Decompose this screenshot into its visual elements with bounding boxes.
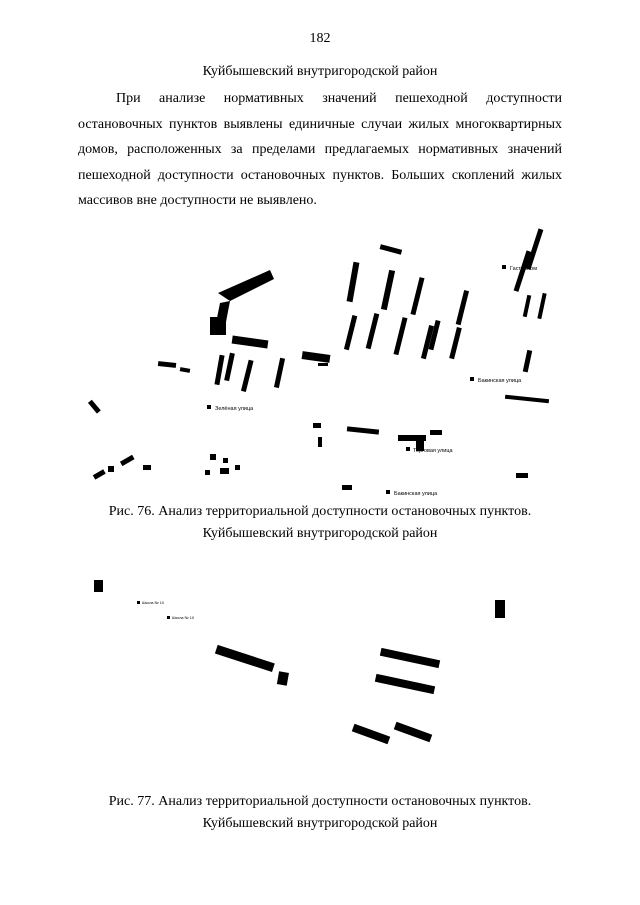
figure-76-caption (0, 501, 640, 545)
stop-label-school-upper: Школа № 10 (142, 601, 164, 605)
figure-76-map (80, 225, 560, 500)
bus-stop-icon (386, 490, 390, 494)
figure-76-caption-line1: Рис. 76. Анализ территориальной доступности остановочных пунктов. (108, 504, 532, 519)
bus-stop-icon (470, 377, 474, 381)
building-group-south (313, 423, 528, 490)
section-title: Куйбышевский внутригородской район (202, 64, 438, 79)
figure-77-caption-line1: Рис. 77. Анализ территориальной доступности остановочных пунктов. (108, 794, 532, 809)
stop-label-school-lower: Школа № 10 (172, 616, 194, 620)
building-group-west (215, 645, 289, 686)
bus-stop-icon (167, 616, 170, 619)
building (232, 336, 269, 349)
building (94, 580, 103, 592)
bus-stop-icon (502, 265, 506, 269)
bus-stop-icon (406, 447, 410, 451)
stop-label-torgovaya: Торговая улица (413, 448, 453, 454)
stop-label-bakinskaya: Бакинская улица (478, 378, 522, 384)
bus-stop-icon (207, 405, 211, 409)
bus-stop-icon (137, 601, 140, 604)
figure-77-map (80, 570, 560, 770)
building (495, 600, 505, 618)
stop-label-zelenaya: Зелёная улица (215, 406, 254, 412)
figure-76-caption-line2: Куйбышевский внутригородской район (202, 526, 438, 541)
page-number: 182 (309, 31, 331, 46)
figure-77-caption (0, 791, 640, 835)
stop-label-bakinskaya-bottom: Бакинская улица (394, 491, 438, 497)
stop-label-gastronom: Гастроном (510, 266, 537, 272)
figure-77-caption-line2: Куйбышевский внутригородской район (202, 816, 438, 831)
building-l-shape (210, 270, 274, 335)
building-group-east (352, 648, 440, 744)
body-paragraph: При анализе нормативных значений пешеходной доступности остановочных пунктов выявлены единичные случаи жилых многоквартирных домов, расположенных за пределами предлагаемых нормативных значений пешеходной доступности остановочных пунктов. Больших скоплений жилых массивов вне доступности не выявлено. (78, 91, 562, 208)
